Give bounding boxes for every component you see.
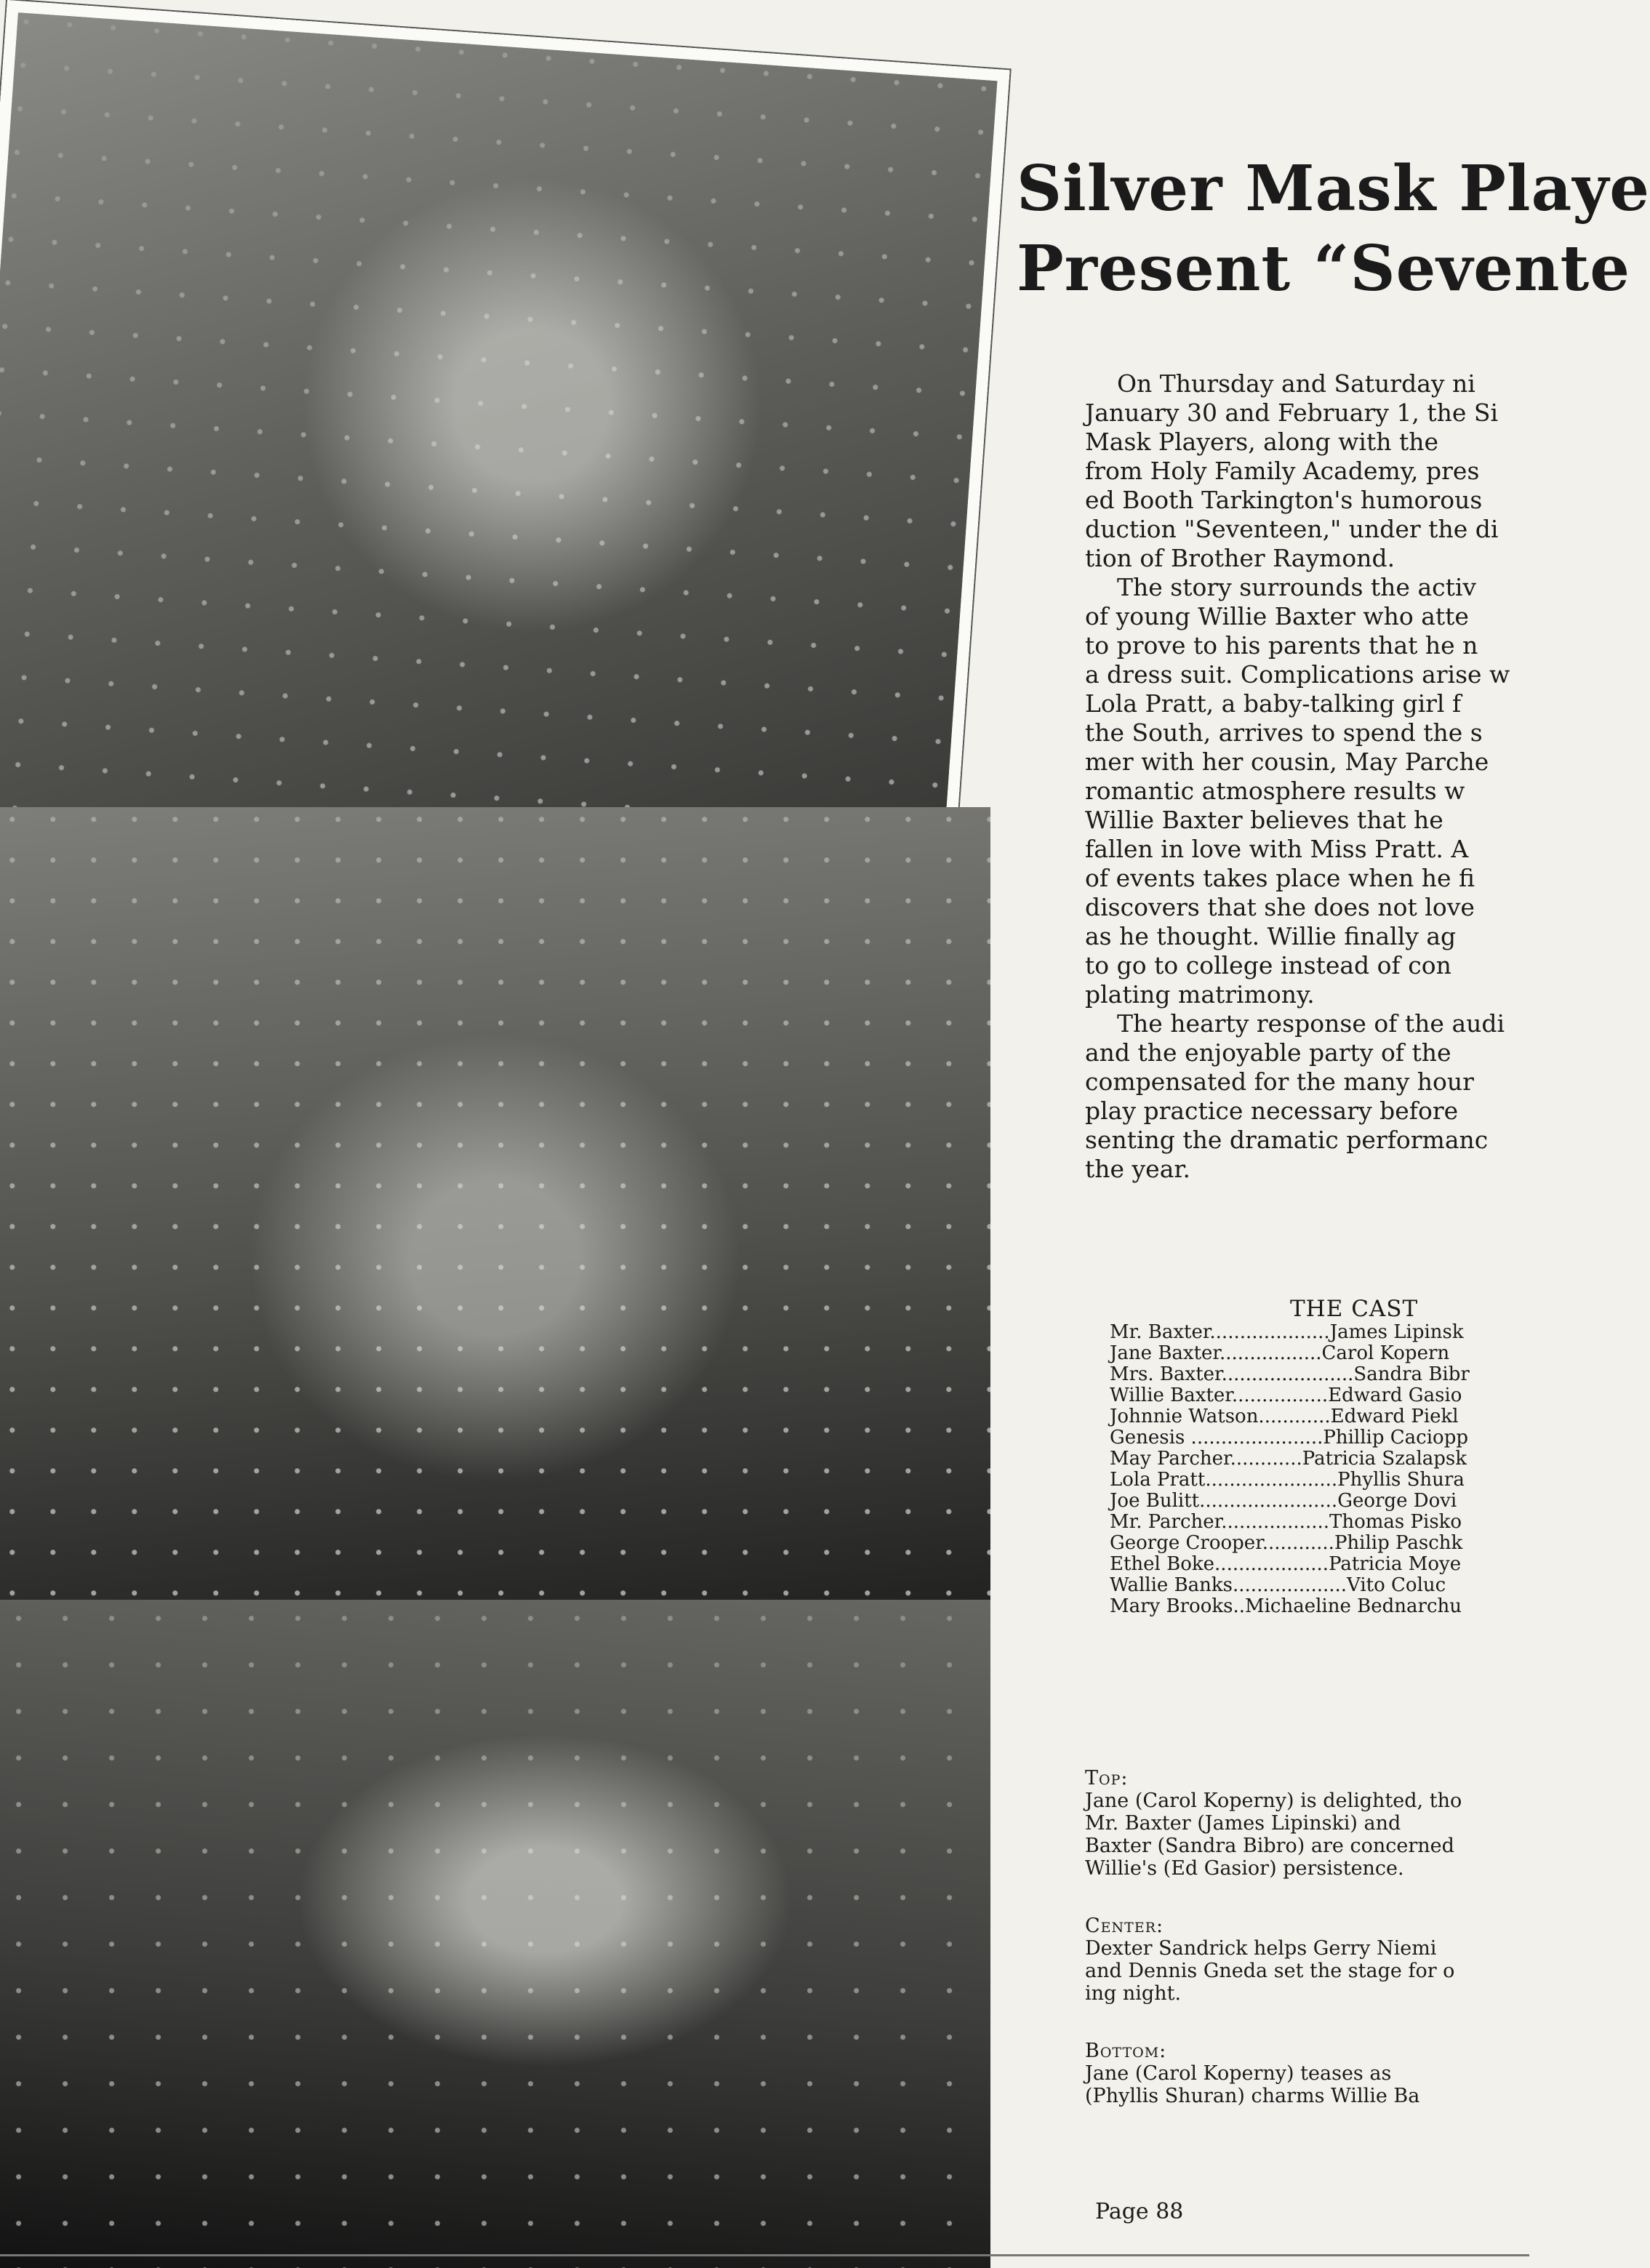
- photo-bottom: [0, 1600, 990, 2268]
- headline-line: Silver Mask Playe: [1017, 152, 1650, 225]
- caption-line: Jane (Carol Koperny) is delighted, tho: [1085, 1790, 1462, 1812]
- caption-line: Jane (Carol Koperny) teases as: [1085, 2062, 1392, 2085]
- body-line: a dress suit. Complications arise w: [1085, 660, 1510, 689]
- caption-line: and Dennis Gneda set the stage for o: [1085, 1960, 1455, 1982]
- body-line: fallen in love with Miss Pratt. A: [1085, 835, 1469, 863]
- caption-line: Willie's (Ed Gasior) persistence.: [1085, 1857, 1404, 1880]
- cast-row: Mrs. Baxter......................Sandra Bibr: [1110, 1363, 1470, 1385]
- body-line: mer with her cousin, May Parche: [1085, 748, 1489, 776]
- caption-line: Dexter Sandrick helps Gerry Niemi: [1085, 1937, 1437, 1960]
- cast-row: Mr. Parcher..................Thomas Pisko: [1110, 1511, 1462, 1533]
- cast-row: May Parcher............Patricia Szalapsk: [1110, 1448, 1467, 1470]
- caption-line: Mr. Baxter (James Lipinski) and: [1085, 1812, 1401, 1835]
- cast-row: Johnnie Watson............Edward Piekl: [1110, 1406, 1459, 1427]
- body-line: Lola Pratt, a baby-talking girl f: [1085, 689, 1462, 718]
- caption-line: (Phyllis Shuran) charms Willie Ba: [1085, 2085, 1420, 2107]
- body-line: Mask Players, along with the: [1085, 428, 1438, 456]
- caption-label: Center:: [1085, 1915, 1164, 1937]
- cast-row: Mary Brooks..Michaeline Bednarchu: [1110, 1595, 1462, 1617]
- photo-center: [0, 807, 990, 1627]
- body-line: duction "Seventeen," under the di: [1085, 515, 1499, 543]
- body-line: Willie Baxter believes that he: [1085, 806, 1443, 834]
- cast-row: Lola Pratt......................Phyllis Shura: [1110, 1469, 1465, 1491]
- caption-label: Top:: [1085, 1767, 1129, 1790]
- body-line: senting the dramatic performanc: [1085, 1126, 1489, 1154]
- body-line: ed Booth Tarkington's humorous: [1085, 486, 1483, 514]
- body-line: tion of Brother Raymond.: [1085, 544, 1395, 572]
- body-line: as he thought. Willie finally ag: [1085, 922, 1457, 950]
- body-line: of events takes place when he fi: [1085, 864, 1475, 892]
- headline: [1017, 149, 1650, 309]
- body-line: to go to college instead of con: [1085, 951, 1451, 979]
- body-line: to prove to his parents that he n: [1085, 631, 1478, 660]
- body-line: The hearty response of the audi: [1117, 1009, 1505, 1038]
- body-line: the year.: [1085, 1155, 1191, 1183]
- cast-row: Ethel Boke...................Patricia Moye: [1110, 1553, 1462, 1575]
- cast-row: Mr. Baxter....................James Lipinsk: [1110, 1321, 1464, 1343]
- body-line: plating matrimony.: [1085, 980, 1315, 1009]
- caption-line: ing night.: [1085, 1982, 1182, 2005]
- body-line: play practice necessary before: [1085, 1097, 1459, 1125]
- body-line: romantic atmosphere results w: [1085, 777, 1465, 805]
- cast-row: Joe Bulitt.......................George Dovi: [1110, 1490, 1457, 1512]
- body-line: from Holy Family Academy, pres: [1085, 457, 1480, 485]
- cast-row: Willie Baxter................Edward Gasio: [1110, 1385, 1462, 1406]
- body-line: the South, arrives to spend the s: [1085, 718, 1483, 747]
- caption-center: [1085, 1915, 1529, 2005]
- body-line: On Thursday and Saturday ni: [1117, 369, 1475, 398]
- article-body: [1085, 369, 1529, 1184]
- body-line: compensated for the many hour: [1085, 1067, 1474, 1096]
- cast-row: Jane Baxter.................Carol Kopern: [1110, 1342, 1450, 1364]
- page-edge-divider: [0, 2254, 1529, 2256]
- caption-line: Baxter (Sandra Bibro) are concerned: [1085, 1835, 1454, 1857]
- cast-row: Wallie Banks...................Vito Coluc: [1110, 1574, 1446, 1596]
- body-line: discovers that she does not love: [1085, 893, 1475, 921]
- cast-list: [1110, 1322, 1529, 1617]
- cast-row: Genesis ......................Phillip Caciopp: [1110, 1427, 1468, 1448]
- cast-row: George Crooper............Philip Paschk: [1110, 1532, 1463, 1554]
- caption-top: [1085, 1767, 1529, 1880]
- body-line: of young Willie Baxter who atte: [1085, 602, 1469, 630]
- body-line: January 30 and February 1, the Si: [1085, 398, 1499, 427]
- body-line: and the enjoyable party of the: [1085, 1038, 1451, 1067]
- body-line: The story surrounds the activ: [1117, 573, 1477, 601]
- headline-line: Present “Sevente: [1017, 232, 1630, 305]
- cast-title: THE CAST: [1290, 1296, 1419, 1322]
- page-number: Page 88: [1095, 2199, 1184, 2224]
- caption-bottom: [1085, 2040, 1529, 2107]
- caption-label: Bottom:: [1085, 2040, 1167, 2062]
- photo-captions: [1085, 1767, 1529, 2142]
